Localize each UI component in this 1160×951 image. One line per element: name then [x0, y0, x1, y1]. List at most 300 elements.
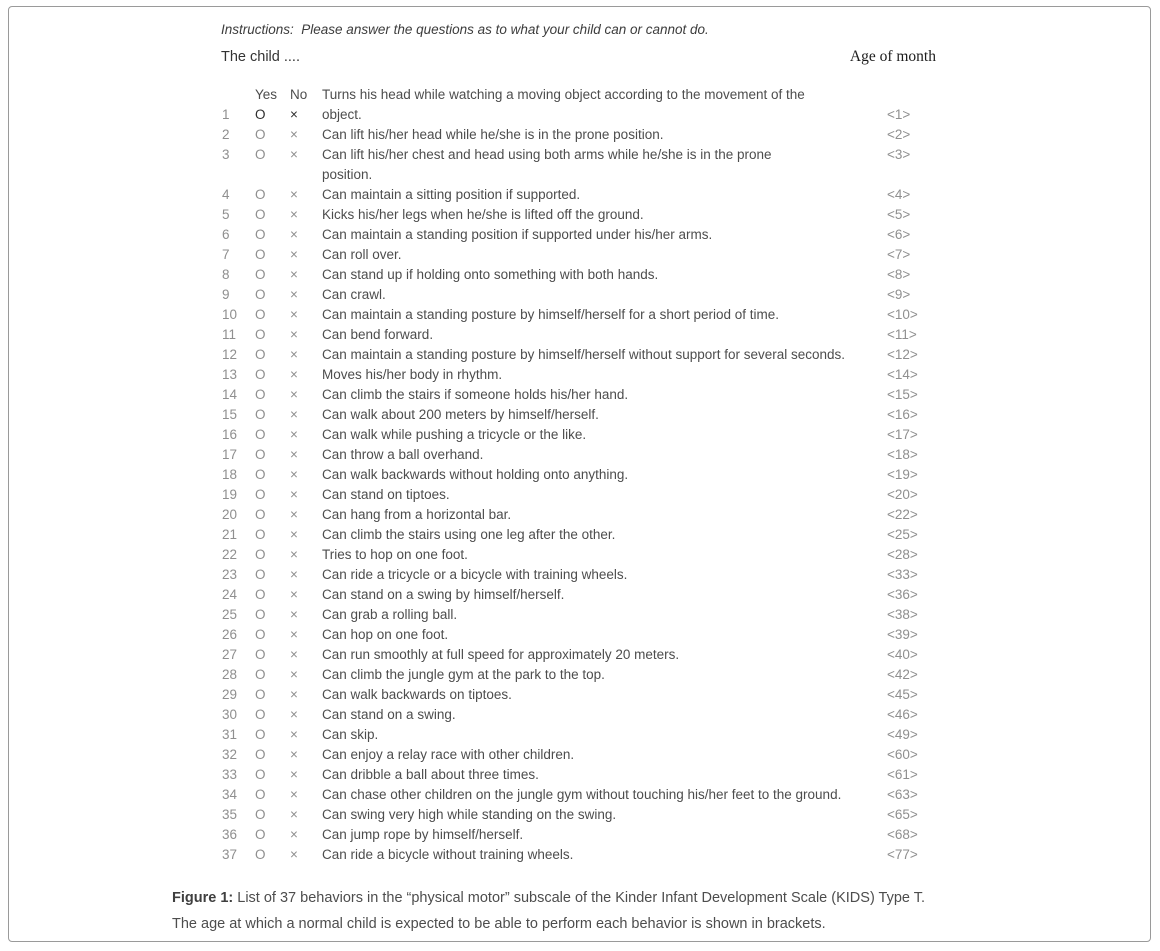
behavior-row: [222, 425, 918, 445]
behavior-row: [222, 325, 917, 345]
behavior-row: [222, 485, 918, 505]
row-number: 19: [222, 487, 238, 502]
yes-cell: [255, 645, 290, 665]
no-mark: ×: [290, 787, 298, 802]
row-number: 24: [222, 587, 238, 602]
yes-cell: [255, 745, 290, 765]
behavior-row: [222, 625, 918, 645]
no-cell: [290, 525, 322, 545]
behavior-text: Can dribble a ball about three times.: [322, 767, 539, 782]
yes-mark: O: [255, 307, 266, 322]
yes-cell: [255, 685, 290, 705]
no-mark: ×: [290, 147, 298, 162]
yes-cell: [255, 665, 290, 685]
no-cell: [290, 185, 322, 205]
no-cell: [290, 385, 322, 405]
behavior-text: Can maintain a standing position if supported under his/her arms.: [322, 227, 713, 242]
yes-cell: [255, 825, 290, 845]
no-cell: [290, 725, 322, 745]
row-number: 30: [222, 707, 238, 722]
behavior-text: Can climb the stairs using one leg after the other.: [322, 527, 616, 542]
behavior-row: [222, 805, 918, 825]
yes-cell: [255, 705, 290, 725]
age-value: <10>: [887, 307, 918, 322]
no-mark: ×: [290, 447, 298, 462]
row-number: [222, 85, 255, 125]
behavior-text: Can walk backwards on tiptoes.: [322, 687, 512, 702]
age-value: <49>: [887, 727, 918, 742]
age-value: <19>: [887, 467, 918, 482]
no-mark: ×: [290, 747, 298, 762]
yes-mark: O: [255, 787, 266, 802]
prompt-text: The child ....: [221, 49, 300, 65]
age-value: <40>: [887, 647, 918, 662]
age-value: <15>: [887, 387, 918, 402]
yes-cell: [255, 525, 290, 545]
behavior-text: Can ride a bicycle without training wheels.: [322, 847, 574, 862]
behavior-row: [222, 665, 918, 685]
no-mark: ×: [290, 527, 298, 542]
yes-cell: [255, 185, 290, 205]
yes-mark: O: [255, 387, 266, 402]
behavior-row: [222, 185, 911, 205]
row-number: 25: [222, 607, 238, 622]
yes-cell: [255, 265, 290, 285]
caption-line-1: [172, 886, 925, 912]
yes-cell: [255, 205, 290, 225]
behavior-text: Can lift his/her head while he/she is in the prone position.: [322, 127, 664, 142]
yes-mark: O: [255, 147, 266, 162]
behavior-text: Can jump rope by himself/herself.: [322, 827, 524, 842]
caption-line-2: The age at which a normal child is expected to be able to perform each behavior is shown in brackets.: [172, 915, 826, 932]
age-value: <14>: [887, 367, 918, 382]
yes-mark: O: [255, 187, 266, 202]
age-value: <38>: [887, 607, 918, 622]
behavior-text: Can walk while pushing a tricycle or the like.: [322, 427, 587, 442]
no-mark: ×: [290, 387, 298, 402]
behavior-row: [222, 205, 911, 225]
row-number: 20: [222, 507, 238, 522]
no-mark: ×: [290, 827, 298, 842]
yes-cell: [255, 385, 290, 405]
age-value: <65>: [887, 807, 918, 822]
no-mark: ×: [290, 507, 298, 522]
yes-mark: O: [255, 207, 266, 222]
behavior-text: Can climb the jungle gym at the park to the top.: [322, 667, 605, 682]
yes-mark: O: [255, 467, 266, 482]
row-number: 21: [222, 527, 238, 542]
behavior-row: [222, 225, 911, 245]
caption-text-1: List of 37 behaviors in the “physical motor” subscale of the Kinder Infant Development Scale (KIDS) Type T.: [237, 890, 926, 906]
row-number: 5: [222, 207, 230, 222]
age-value: <2>: [887, 127, 911, 142]
yes-mark: O: [255, 807, 266, 822]
no-mark: ×: [290, 607, 298, 622]
row-number: 9: [222, 287, 230, 302]
yes-mark: O: [255, 627, 266, 642]
behavior-text: Can lift his/her chest and head using both arms while he/she is in the prone position.: [322, 147, 772, 182]
yes-mark: O: [255, 607, 266, 622]
behavior-row: [222, 505, 918, 525]
row-number: 11: [222, 327, 237, 342]
no-cell: [290, 445, 322, 465]
no-cell: [290, 325, 322, 345]
behavior-row: [222, 565, 918, 585]
yes-cell: [255, 245, 290, 265]
behavior-text: Can grab a rolling ball.: [322, 607, 458, 622]
behavior-text: Can crawl.: [322, 287, 386, 302]
yes-mark: O: [255, 547, 266, 562]
yes-cell: [255, 85, 290, 125]
age-text: <1>: [887, 107, 911, 122]
row-number: 23: [222, 567, 238, 582]
no-mark: ×: [290, 807, 298, 822]
no-cell: [290, 565, 322, 585]
age-value: <8>: [887, 267, 911, 282]
no-mark: ×: [290, 267, 298, 282]
yes-mark: O: [255, 447, 266, 462]
yes-cell: [255, 585, 290, 605]
behavior-row: [222, 545, 918, 565]
row-number: 28: [222, 667, 238, 682]
row-number: 32: [222, 747, 238, 762]
no-cell: [290, 225, 322, 245]
age-value: <17>: [887, 427, 918, 442]
yes-mark: O: [255, 507, 266, 522]
yes-mark: O: [255, 647, 266, 662]
yes-cell: [255, 125, 290, 145]
behavior-text: Can skip.: [322, 727, 379, 742]
behavior-text: Can maintain a standing posture by himself/herself without support for several seconds.: [322, 347, 846, 362]
row-number: 14: [222, 387, 238, 402]
row-number-value: 1: [222, 107, 230, 122]
yes-column-header: Yes: [255, 87, 278, 102]
behavior-text: Can walk about 200 meters by himself/herself.: [322, 407, 599, 422]
behavior-text: Can stand on a swing.: [322, 707, 456, 722]
no-mark: ×: [290, 627, 298, 642]
behavior-row: [222, 125, 911, 145]
no-cell: [290, 265, 322, 285]
behavior-text: Can bend forward.: [322, 327, 434, 342]
yes-cell: [255, 445, 290, 465]
behavior-row: [222, 525, 918, 545]
no-mark: ×: [290, 567, 298, 582]
no-mark: ×: [290, 127, 298, 142]
yes-mark: O: [255, 747, 266, 762]
row-number: 6: [222, 227, 230, 242]
no-mark: ×: [290, 307, 298, 322]
no-mark: ×: [290, 407, 298, 422]
yes-cell: [255, 425, 290, 445]
no-mark: ×: [290, 687, 298, 702]
no-mark: ×: [290, 667, 298, 682]
behavior-text: Tries to hop on one foot.: [322, 547, 468, 562]
figure-label: Figure 1:: [172, 890, 234, 906]
age-value: <3>: [887, 147, 911, 162]
yes-cell: [255, 405, 290, 425]
yes-cell: [255, 365, 290, 385]
row-number: 27: [222, 647, 238, 662]
behavior-text: Can hang from a horizontal bar.: [322, 507, 512, 522]
no-mark: ×: [290, 107, 298, 122]
no-mark: ×: [290, 587, 298, 602]
row-number: 37: [222, 847, 238, 862]
no-cell: [290, 505, 322, 525]
behavior-text: Can ride a tricycle or a bicycle with training wheels.: [322, 567, 628, 582]
no-cell: [290, 625, 322, 645]
behavior-text: Can chase other children on the jungle gym without touching his/her feet to the ground.: [322, 787, 842, 802]
yes-cell: [255, 305, 290, 325]
no-cell: [290, 365, 322, 385]
yes-mark: O: [255, 667, 266, 682]
no-mark: ×: [290, 367, 298, 382]
no-column-header: No: [290, 87, 308, 102]
behavior-row: [222, 585, 918, 605]
behavior-row: [222, 845, 918, 865]
no-cell: [290, 605, 322, 625]
no-cell: [290, 585, 322, 605]
behavior-text: Can stand up if holding onto something with both hands.: [322, 267, 659, 282]
yes-mark: O: [255, 367, 266, 382]
row-number: 7: [222, 247, 230, 262]
yes-cell: [255, 505, 290, 525]
behavior-text: Can stand on tiptoes.: [322, 487, 450, 502]
no-cell: [290, 465, 322, 485]
behavior-row: [222, 785, 918, 805]
age-value: <77>: [887, 847, 918, 862]
yes-cell: [255, 285, 290, 305]
yes-cell: [255, 545, 290, 565]
behavior-text: Can roll over.: [322, 247, 402, 262]
yes-mark: O: [255, 727, 266, 742]
yes-cell: [255, 605, 290, 625]
no-cell: [290, 85, 322, 125]
behavior-row: [222, 685, 918, 705]
no-cell: [290, 685, 322, 705]
no-mark: ×: [290, 707, 298, 722]
row-number: 34: [222, 787, 238, 802]
yes-cell: [255, 325, 290, 345]
behavior-row: [222, 145, 911, 185]
row-number: 26: [222, 627, 238, 642]
behavior-row: [222, 265, 911, 285]
behavior-text: Can stand on a swing by himself/herself.: [322, 587, 565, 602]
age-value: <63>: [887, 787, 918, 802]
row-number: 10: [222, 307, 238, 322]
row-number: 2: [222, 127, 230, 142]
yes-mark: O: [255, 247, 266, 262]
yes-mark: O: [255, 707, 266, 722]
behavior-row: [222, 745, 918, 765]
no-mark: ×: [290, 547, 298, 562]
no-mark: ×: [290, 487, 298, 502]
age-value: <5>: [887, 207, 911, 222]
age-value: <6>: [887, 227, 911, 242]
no-cell: [290, 145, 322, 165]
yes-mark: O: [255, 127, 266, 142]
age-value: <16>: [887, 407, 918, 422]
age-value: <18>: [887, 447, 918, 462]
no-cell: [290, 665, 322, 685]
behavior-text: Moves his/her body in rhythm.: [322, 367, 503, 382]
no-mark: ×: [290, 227, 298, 242]
yes-mark: O: [255, 487, 266, 502]
behavior-row: [222, 705, 918, 725]
yes-mark: O: [255, 687, 266, 702]
age-value: <46>: [887, 707, 918, 722]
yes-cell: [255, 785, 290, 805]
no-mark: ×: [290, 207, 298, 222]
yes-cell: [255, 845, 290, 865]
age-value: <20>: [887, 487, 918, 502]
behavior-row: [222, 405, 918, 425]
behavior-text: Can run smoothly at full speed for approximately 20 meters.: [322, 647, 680, 662]
row-number: 4: [222, 187, 230, 202]
age-value: <61>: [887, 767, 918, 782]
age-value: [887, 85, 910, 125]
yes-mark: O: [255, 567, 266, 582]
no-cell: [290, 805, 322, 825]
age-value: <25>: [887, 527, 918, 542]
no-cell: [290, 765, 322, 785]
behavior-text: Turns his head while watching a moving object according to the movement of the object.: [322, 87, 805, 122]
age-value: <9>: [887, 287, 911, 302]
yes-cell: [255, 805, 290, 825]
yes-mark: O: [255, 827, 266, 842]
no-cell: [290, 845, 322, 865]
behavior-table: [222, 85, 918, 865]
age-spacer: [887, 85, 910, 105]
no-cell: [290, 405, 322, 425]
age-value: <36>: [887, 587, 918, 602]
no-mark: ×: [290, 247, 298, 262]
yes-cell: [255, 765, 290, 785]
age-value: <11>: [887, 327, 917, 342]
row-number: 36: [222, 827, 238, 842]
behavior-row: [222, 345, 918, 365]
row-number: 8: [222, 267, 230, 282]
yes-mark: O: [255, 107, 266, 122]
row-number: 29: [222, 687, 238, 702]
figure-caption: [172, 886, 925, 937]
no-cell: [290, 745, 322, 765]
row-number: 33: [222, 767, 238, 782]
yes-mark: O: [255, 227, 266, 242]
behavior-row: [222, 605, 918, 625]
behavior-row: [222, 765, 918, 785]
no-cell: [290, 125, 322, 145]
no-mark: ×: [290, 727, 298, 742]
no-mark: ×: [290, 847, 298, 862]
no-cell: [290, 485, 322, 505]
behavior-row: [222, 285, 911, 305]
behavior-text: Kicks his/her legs when he/she is lifted off the ground.: [322, 207, 644, 222]
age-value: <45>: [887, 687, 918, 702]
yes-mark: O: [255, 427, 266, 442]
behavior-row: [222, 85, 911, 125]
yes-mark: O: [255, 347, 266, 362]
behavior-text: Can climb the stairs if someone holds his/her hand.: [322, 387, 629, 402]
behavior-text: Can swing very high while standing on the swing.: [322, 807, 617, 822]
no-cell: [290, 245, 322, 265]
yes-cell: [255, 625, 290, 645]
yes-cell: [255, 225, 290, 245]
yes-cell: [255, 485, 290, 505]
no-cell: [290, 705, 322, 725]
row-number: 22: [222, 547, 238, 562]
behavior-text: Can throw a ball overhand.: [322, 447, 484, 462]
yes-mark: O: [255, 407, 266, 422]
row-number: 13: [222, 367, 238, 382]
yes-cell: [255, 345, 290, 365]
behavior-text: Can maintain a sitting position if supported.: [322, 187, 581, 202]
no-cell: [290, 345, 322, 365]
behavior-row: [222, 305, 918, 325]
row-number: 15: [222, 407, 238, 422]
no-mark: ×: [290, 467, 298, 482]
row-number: 18: [222, 467, 238, 482]
age-value: <4>: [887, 187, 911, 202]
no-cell: [290, 785, 322, 805]
age-value: <60>: [887, 747, 918, 762]
no-cell: [290, 825, 322, 845]
yes-mark: O: [255, 587, 266, 602]
age-value: <22>: [887, 507, 918, 522]
no-mark: ×: [290, 287, 298, 302]
row-number: 16: [222, 427, 238, 442]
instructions-text: Instructions: Please answer the questions as to what your child can or cannot do.: [221, 22, 709, 37]
age-value: <42>: [887, 667, 918, 682]
yes-mark: O: [255, 327, 266, 342]
yes-mark: O: [255, 287, 266, 302]
no-cell: [290, 425, 322, 445]
behavior-row: [222, 445, 918, 465]
age-value: <12>: [887, 347, 918, 362]
row-number-spacer: [222, 85, 255, 105]
age-value: <68>: [887, 827, 918, 842]
no-cell: [290, 545, 322, 565]
age-of-month-header: Age of month: [849, 48, 936, 65]
behavior-text: Can walk backwards without holding onto anything.: [322, 467, 629, 482]
behavior-row: [222, 825, 918, 845]
behavior-row: [222, 725, 918, 745]
yes-cell: [255, 145, 290, 165]
no-mark: ×: [290, 767, 298, 782]
no-cell: [290, 285, 322, 305]
row-number: 35: [222, 807, 238, 822]
yes-mark: O: [255, 767, 266, 782]
behavior-row: [222, 245, 911, 265]
behavior-row: [222, 385, 918, 405]
age-value: <7>: [887, 247, 911, 262]
no-mark: ×: [290, 187, 298, 202]
yes-cell: [255, 725, 290, 745]
row-number: 3: [222, 147, 230, 162]
yes-mark: O: [255, 267, 266, 282]
behavior-text: Can hop on one foot.: [322, 627, 449, 642]
no-mark: ×: [290, 327, 298, 342]
yes-cell: [255, 465, 290, 485]
behavior-row: [222, 645, 918, 665]
no-cell: [290, 205, 322, 225]
no-mark: ×: [290, 427, 298, 442]
age-value: <28>: [887, 547, 918, 562]
no-mark: ×: [290, 347, 298, 362]
no-mark: ×: [290, 647, 298, 662]
behavior-text: Can enjoy a relay race with other children.: [322, 747, 575, 762]
yes-mark: O: [255, 847, 266, 862]
row-number: 12: [222, 347, 238, 362]
